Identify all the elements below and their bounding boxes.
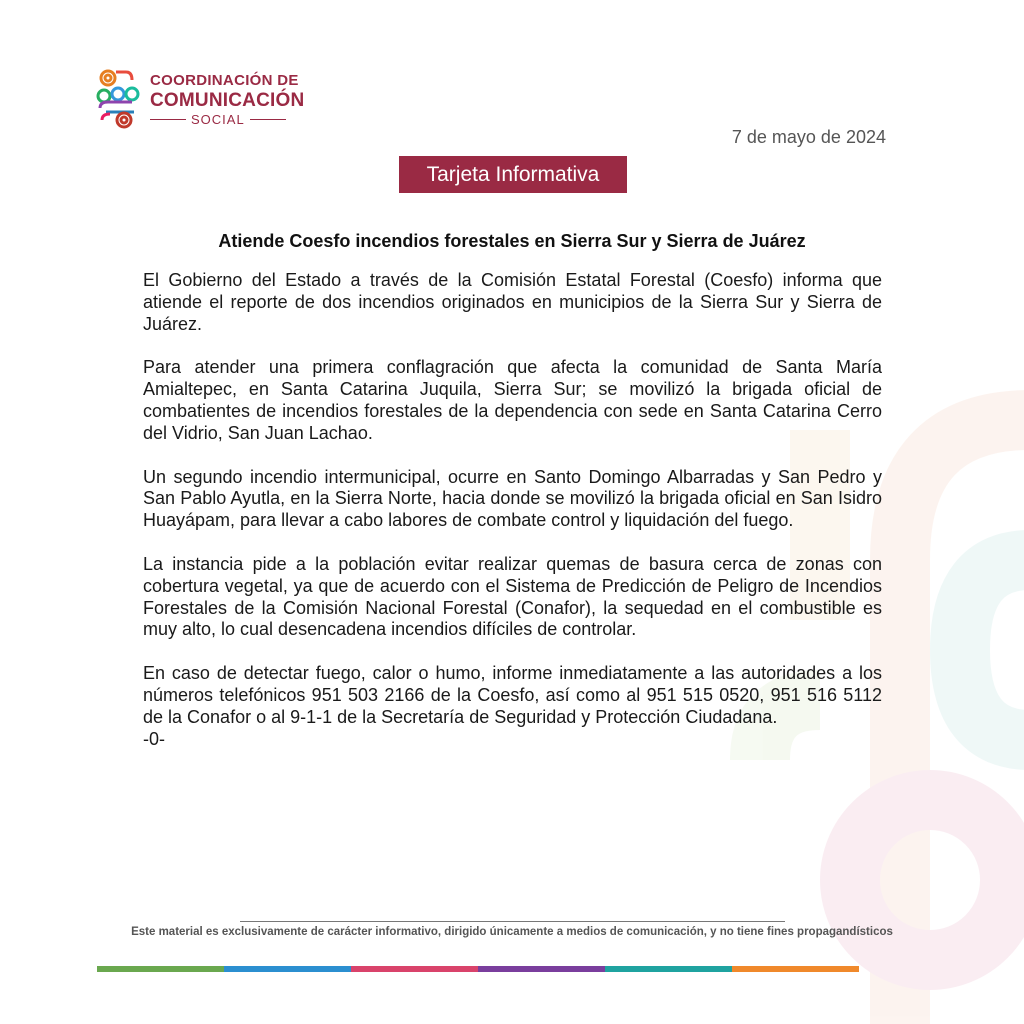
color-bar-segment [605, 966, 732, 972]
paragraph: En caso de detectar fuego, calor o humo, informe inmediatamente a las autoridades a los números telefónicos 951 503 2166 de la Coesfo, así como al 951 515 0520, 951 516 5112 de la Conafor o al 9-1-1 de la Secretaría de Seguridad y Protección Ciudadana. [143, 663, 882, 727]
article-title: Atiende Coesfo incendios forestales en Sierra Sur y Sierra de Juárez [218, 231, 806, 251]
org-name-line-3-text: SOCIAL [191, 111, 245, 127]
footer-divider [240, 921, 785, 922]
footer-disclaimer: Este material es exclusivamente de carácter informativo, dirigido únicamente a medios de comunicación, y no tiene fines propagandísticos [131, 926, 893, 938]
color-bar-segment [351, 966, 478, 972]
paragraph: Un segundo incendio intermunicipal, ocurre en Santo Domingo Albarradas y San Pedro y San Pablo Ayutla, en la Sierra Norte, hacia donde se movilizó la brigada oficial en San Isidro Huayápam, para llevar a cabo labores de combate control y liquidación del fuego. [143, 466, 882, 531]
color-bar-segment [224, 966, 351, 972]
divider [250, 119, 286, 120]
article-body [143, 270, 882, 750]
color-bar-segment [732, 966, 859, 972]
paragraph: Para atender una primera conflagración que afecta la comunidad de Santa María Amialtepec, en Santa Catarina Juquila, Sierra Sur; se movilizó la brigada oficial de combatientes de incendios forestales de la dependencia con sede en Santa Catarina Cerro del Vidrio, San Juan Lachao. [143, 357, 882, 443]
org-name-line-2: COMUNICACIÓN [150, 89, 305, 111]
org-name-line-3 [150, 113, 304, 126]
knot-logo-icon [96, 68, 142, 130]
closing-mark: -0- [143, 728, 165, 749]
divider [150, 119, 186, 120]
organization-name [150, 73, 304, 126]
organization-logo [96, 68, 304, 130]
color-bar-segment [97, 966, 224, 972]
footer-color-bar [97, 966, 859, 972]
paragraph: La instancia pide a la población evitar realizar quemas de basura cerca de zonas con cobertura vegetal, ya que de acuerdo con el Sistema de Predicción de Peligro de Incendios Forestales de la Comisión Nacional Forestal (Conafor), la sequedad en el combustible es muy alto, lo cual desencadena incendios difíciles de controlar. [143, 553, 882, 640]
color-bar-segment [478, 966, 605, 972]
publication-date: 7 de mayo de 2024 [731, 127, 886, 147]
org-name-line-1: COORDINACIÓN DE [150, 71, 299, 89]
paragraph: El Gobierno del Estado a través de la Comisión Estatal Forestal (Coesfo) informa que atiende el reporte de dos incendios originados en municipios de la Sierra Sur y Sierra de Juárez. [143, 270, 882, 334]
document-type-badge: Tarjeta Informativa [399, 156, 627, 193]
